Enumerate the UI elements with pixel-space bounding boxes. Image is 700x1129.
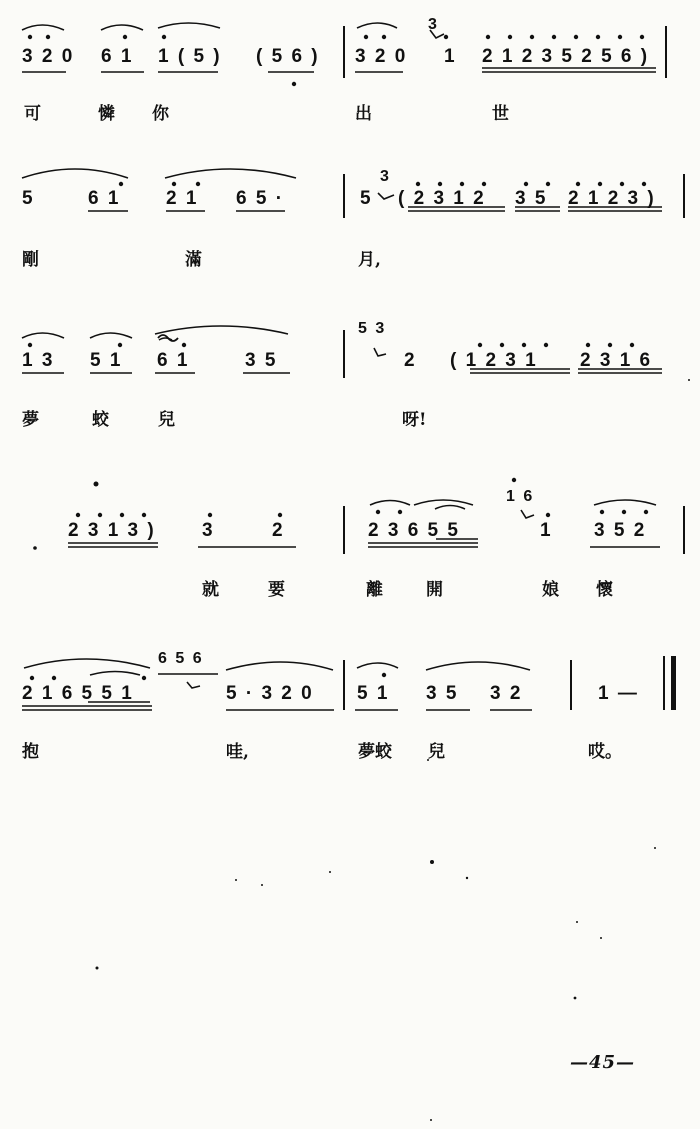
grace-note: 6 5 6 (158, 650, 204, 667)
lyric: 月, (358, 250, 381, 270)
note-group: 6 5 · (236, 188, 285, 209)
note-group: 2 3 1 6 (580, 350, 653, 371)
note-group: ( 2 3 1 2 (398, 188, 486, 209)
barline (343, 174, 345, 218)
lyric: 呀! (402, 410, 427, 430)
note-group: 3 2 (490, 683, 523, 704)
note-group: 2 (404, 350, 417, 371)
note-group: ( 5 6 ) (256, 46, 320, 67)
note-group: 5 1 (357, 683, 390, 704)
barline (683, 506, 685, 554)
note-group: 1 — (598, 683, 639, 704)
page-number: —45— (570, 1052, 636, 1073)
note-group: 6 1 (157, 350, 190, 371)
lyric: 你 (152, 104, 169, 124)
lyric: 懷 (596, 580, 613, 600)
lyric: 哎。 (588, 742, 622, 762)
note-group: 5 (360, 188, 373, 209)
note-group: 1 3 (22, 350, 55, 371)
note-group: 3 (202, 520, 215, 541)
grace-note: 1 6 (506, 488, 535, 505)
lyric: 開 (426, 580, 443, 600)
note-group: 1 (444, 46, 457, 67)
lyric: 夢 (22, 410, 39, 430)
grace-note: 3 (380, 168, 391, 185)
note-group: 1 ( 5 ) (158, 46, 222, 67)
grace-note: 3 (428, 16, 439, 33)
note-group: ( 1 2 3 1 (450, 350, 538, 371)
barline (665, 26, 667, 78)
note-group: 2 3 1 3 ) (68, 520, 156, 541)
lyric: 娘 (542, 580, 559, 600)
note-group: 5 · 3 2 0 (226, 683, 314, 704)
lyric: 出 (355, 104, 372, 124)
note-group: 3 5 2 (594, 520, 647, 541)
note-group: 3 5 (245, 350, 278, 371)
lyric: 離 (366, 580, 383, 600)
note-group: 3 2 0 (22, 46, 75, 67)
lyric: 夢蛟 (358, 742, 392, 762)
lyric: 蛟 (92, 410, 109, 430)
lyric: 世 (492, 104, 509, 124)
note-group: 2 1 2 3 ) (568, 188, 656, 209)
note-group: 5 (22, 188, 35, 209)
note-group: 2 1 2 3 5 2 5 6 ) (482, 46, 650, 67)
barline (343, 26, 345, 78)
lyric: 要 (268, 580, 285, 600)
note-group: 2 1 (166, 188, 199, 209)
lyric: 就 (202, 580, 219, 600)
lyric: 兒 (158, 410, 175, 430)
lyric: 憐 (98, 104, 115, 124)
lyric: 哇, (226, 742, 249, 762)
barline (683, 174, 685, 218)
note-group: 2 (272, 520, 285, 541)
note-group: 1 (540, 520, 553, 541)
lyric: 滿 (185, 250, 202, 270)
lyric: 抱 (22, 742, 39, 762)
note-group: 2 3 6 5 5 (368, 520, 460, 541)
note-group: 6 1 (101, 46, 134, 67)
lyric: 兒 (428, 742, 445, 762)
note-group: 3 2 0 (355, 46, 408, 67)
note-group: 3 5 (426, 683, 459, 704)
barline (343, 506, 345, 554)
lyric: 剛 (22, 250, 39, 270)
lyric: 可 (24, 104, 41, 124)
barline (570, 660, 572, 710)
note-group: 3 5 (515, 188, 548, 209)
note-group: 2 1 6 5 5 1 (22, 683, 134, 704)
note-group: 6 1 (88, 188, 121, 209)
grace-note: 5 3 (358, 320, 387, 337)
barline (343, 330, 345, 378)
barline (343, 660, 345, 710)
note-group: 5 1 (90, 350, 123, 371)
